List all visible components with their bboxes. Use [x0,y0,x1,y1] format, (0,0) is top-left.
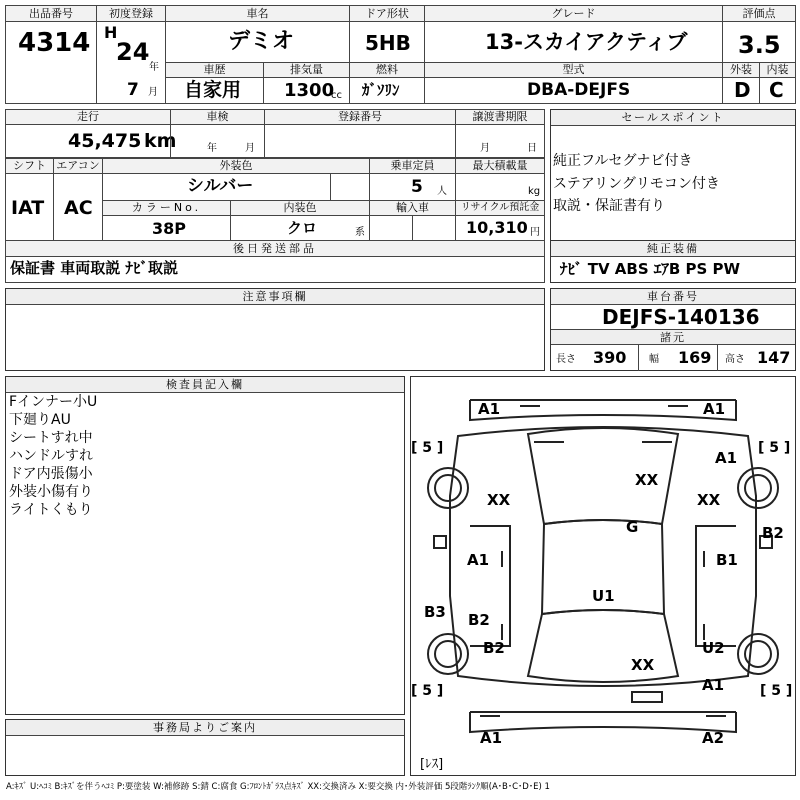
tire-five-top-right: [ 5 ] [758,440,791,456]
lot-number: 4314 [18,28,91,58]
mark-xx-right-front: XX [697,491,721,509]
mileage-unit: km [144,130,177,152]
mark-a2-bottom-right: A2 [702,729,725,747]
sales-points-label: セールスポイント [551,110,795,126]
reg-number-label: 登録番号 [264,109,456,125]
sales-point-line: 取説・保証書有り [553,198,665,214]
mark-b2-right: B2 [762,524,784,542]
displacement-unit: cc [331,90,342,101]
interior-color: クロ [287,219,318,237]
import-label: 輸入車 [369,200,456,216]
color-label: 外装色 [102,158,370,174]
mark-b2-left-1: B2 [468,611,490,629]
load-unit: kg [528,186,541,197]
car-name: デミオ [228,29,295,54]
inspector-line: シートすれ中 [9,430,93,446]
grade: 13-スカイアクティブ [485,30,688,54]
ac-label: エアコン [53,158,103,174]
recycle-label: リサイクル預託金 [455,200,545,216]
equipment-label: 純正装備 [551,241,795,257]
score: 3.5 [738,31,781,59]
mark-xx-left-front: XX [487,491,511,509]
length-label: 長さ [556,354,576,365]
history-label: 車歴 [165,62,264,78]
inspection-year: 年 [207,143,217,154]
reg-month-unit: 月 [148,87,158,98]
equipment: ﾅﾋﾞ TV ABS ｴｱB PS PW [560,260,741,278]
spec-divider-1 [638,345,639,371]
interior-color-unit: 系 [355,227,365,238]
seats-unit: 人 [437,186,447,197]
legend: A:ｷｽﾞ U:ﾍｺﾐ B:ｷｽﾞを伴うﾍｺﾐ P:要塗装 W:補修跡 S:錆 C:腐食 G:ﾌﾛﾝﾄｶﾞﾗｽ点ｷｽﾞ XX:交換済み X:要交換 内･外装評価 5段階ﾗﾝｸ順(A･B･C･D･E) 1 [6,782,550,792]
specs-label: 諸元 [551,329,795,345]
color-sub-cell [330,173,370,201]
exterior-grade: D [734,78,751,102]
mark-u1: U1 [592,587,615,605]
mark-xx-rear: XX [631,656,655,674]
length: 390 [593,348,627,367]
fuel: ｶﾞｿﾘﾝ [362,81,400,99]
grade-label: グレード [424,5,723,22]
height: 147 [757,348,791,367]
mark-a1-left: A1 [467,551,490,569]
sales-points-box [550,109,796,241]
inspector-label: 検査員記入欄 [6,377,404,393]
chassis-number: DEJFS-140136 [602,305,760,329]
chassis-label: 車台番号 [551,289,795,305]
displacement: 1300 [284,80,335,101]
recycle-fee: 10,310 [466,218,528,237]
mileage-label: 走行 [5,109,171,125]
inspector-line: Fインナー小U [9,394,98,410]
inspector-line: ハンドルすれ [9,448,93,464]
width-label: 幅 [649,354,659,365]
shift: IAT [11,197,45,219]
model-label: 型式 [424,62,723,78]
interior-color-label: 内装色 [230,200,370,216]
era: H [104,23,118,42]
spare-tire-mark: [ﾚｽ] [420,757,444,772]
seats-label: 乗車定員 [369,158,456,174]
inspector-line: ライトくもり [9,502,93,518]
transfer-label: 譲渡書期限 [455,109,545,125]
transfer-month: 月 [480,143,490,154]
door-type: 5HB [365,31,411,55]
mark-a1-right-front: A1 [715,449,738,467]
tire-five-top-left: [ 5 ] [411,440,444,456]
lot-label: 出品番号 [5,5,97,22]
history: 自家用 [184,79,242,101]
door-label: ドア形状 [349,5,425,22]
tire-five-bottom-left: [ 5 ] [411,683,444,699]
spec-divider-2 [717,345,718,371]
mark-a1-top-right: A1 [703,400,726,418]
displacement-label: 排気量 [263,62,350,78]
reg-year-unit: 年 [149,62,159,73]
mileage: 45,475 [68,130,142,152]
reg-year: 24 [116,38,150,66]
tire-five-bottom-right: [ 5 ] [760,683,793,699]
interior-grade-label: 内装 [759,62,796,78]
exterior-grade-label: 外装 [722,62,760,78]
color-no: 38P [152,219,186,238]
mark-g: G [626,518,639,536]
model: DBA-DEJFS [527,80,631,100]
inspector-line: 外装小傷有り [9,484,93,500]
inspector-line: 下廻りAU [9,412,71,428]
exterior-color: シルバー [187,176,254,196]
car-diagram [410,376,796,776]
mark-u2-right: U2 [702,639,725,657]
mark-b1-right: B1 [716,551,738,569]
mark-a1-bottom-left: A1 [480,729,503,747]
import-sub-cell [412,215,456,241]
recycle-unit: 円 [530,227,540,238]
mark-a1-right-rear: A1 [702,676,725,694]
transfer-day: 日 [527,143,537,154]
seats: 5 [411,177,423,197]
height-label: 高さ [725,354,745,365]
load-label: 最大積載量 [455,158,545,174]
car-name-label: 車名 [165,5,350,22]
inspection-label: 車検 [170,109,265,125]
inspector-notes [9,393,97,519]
mark-a1-top-left: A1 [478,400,501,418]
first-reg-label: 初度登録 [96,5,166,22]
interior-grade: C [769,78,784,102]
sales-point-line: ステアリングリモコン付き [553,176,720,192]
width: 169 [678,348,712,367]
ac: AC [64,197,93,219]
reg-month: 7 [127,80,139,100]
inspector-line: ドア内張傷小 [9,466,93,482]
mark-b2-left-2: B2 [483,639,505,657]
office-label: 事務局よりご案内 [6,720,404,736]
shift-label: シフト [5,158,54,174]
color-no-label: カラーNo. [102,200,231,216]
score-label: 評価点 [722,5,796,22]
later-parts: 保証書 車両取説 ﾅﾋﾞ取説 [10,259,178,277]
later-parts-label: 後日発送部品 [5,240,545,257]
sales-point-line: 純正フルセグナビ付き [553,153,693,169]
notes-label: 注意事項欄 [6,289,544,305]
reg-number-cell [264,124,456,158]
mark-xx-center: XX [635,471,659,489]
inspection-month: 月 [245,143,255,154]
fuel-label: 燃料 [349,62,425,78]
mark-b3-left: B3 [424,603,446,621]
